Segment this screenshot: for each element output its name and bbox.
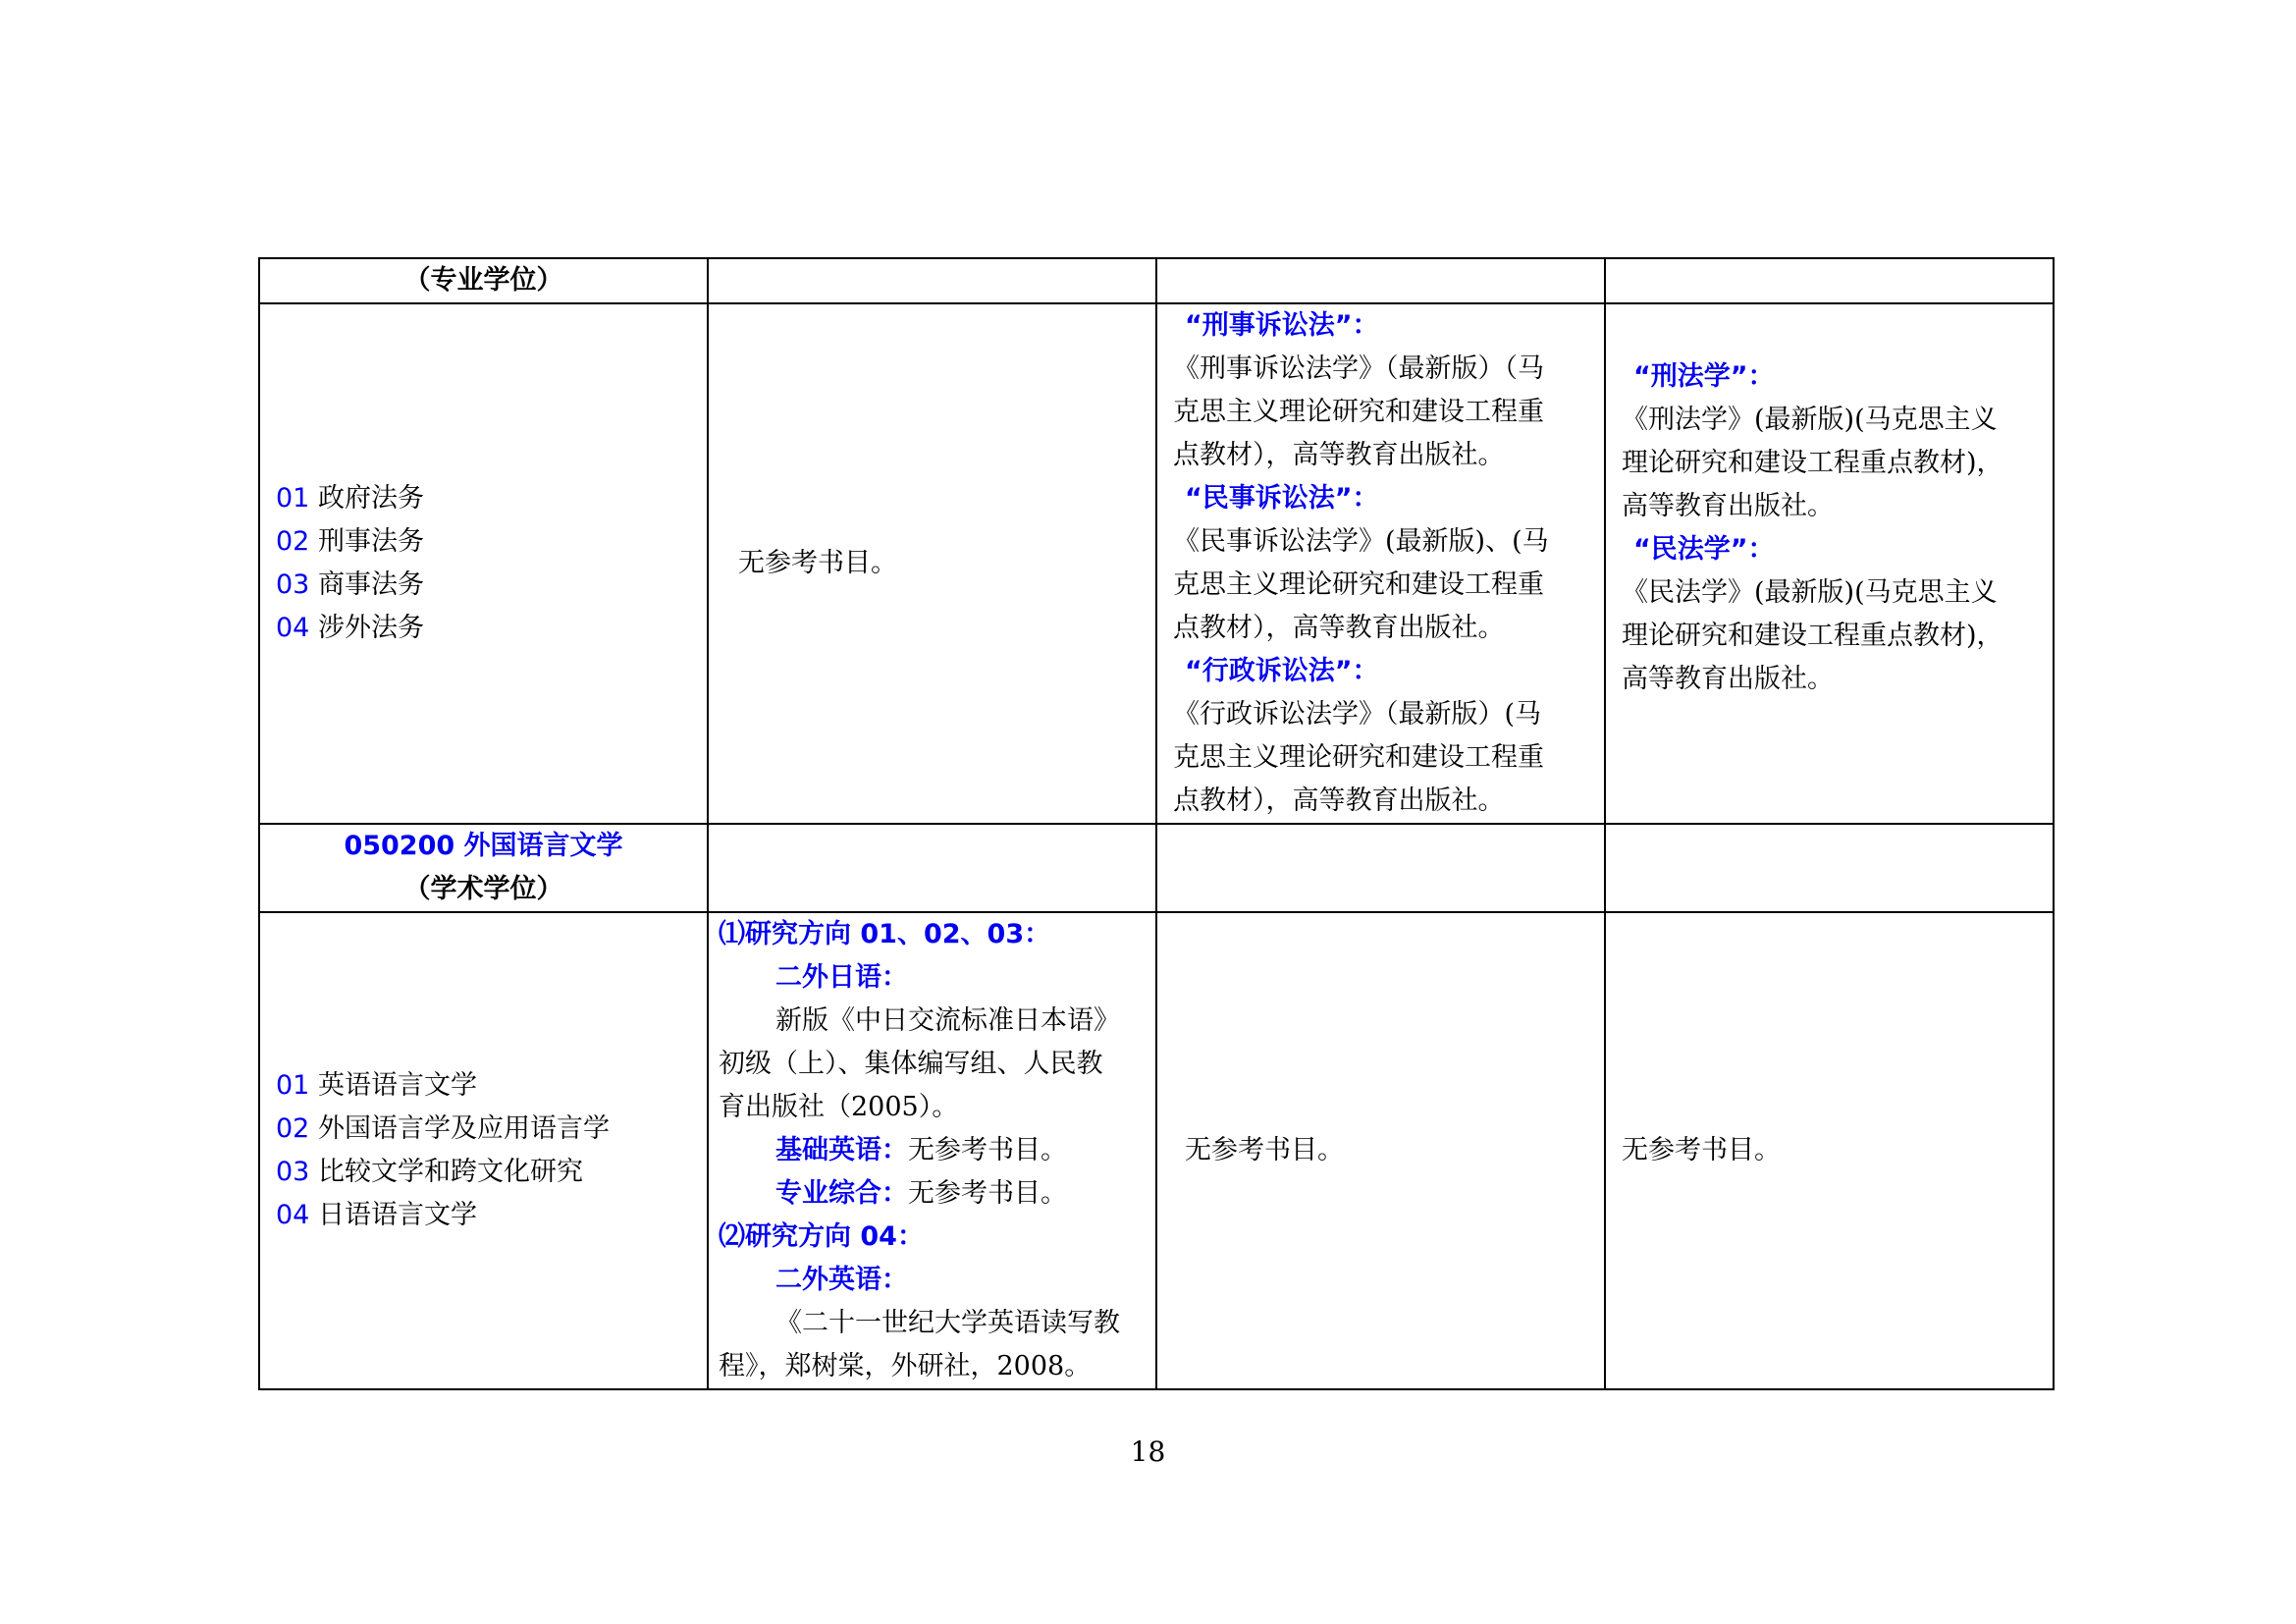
group-title: ⑵研究方向 04：: [719, 1221, 924, 1252]
reference-heading: “刑事诉讼法”：: [1185, 310, 1379, 341]
direction-item: 02 刑事法务: [276, 526, 424, 557]
direction-item: 01 英语语言文学: [276, 1070, 477, 1101]
reference-line: 点教材），高等教育出版社。: [1173, 785, 1505, 816]
reference-line: 《刑事诉讼法学》（最新版）（马: [1173, 353, 1544, 384]
table-row: [259, 258, 2054, 303]
no-reference-text: 无参考书目。: [738, 548, 897, 578]
reference-line: 初级（上）、集体编写组、人民教: [719, 1049, 1103, 1079]
reference-line: 点教材），高等教育出版社。: [1173, 440, 1505, 470]
law-col3-cell: [1156, 303, 1605, 824]
table-row: [259, 912, 2054, 1389]
reference-line: 《二十一世纪大学英语读写教: [775, 1308, 1120, 1338]
reference-line: 高等教育出版社。: [1622, 491, 1834, 521]
reference-line: 《民事诉讼法学》(最新版)、(马: [1173, 526, 1549, 557]
reference-heading: “行政诉讼法”：: [1185, 656, 1379, 686]
row3-cell-2: [708, 824, 1156, 912]
reference-line: 程》，郑树棠，外研社，2008。: [719, 1351, 1092, 1381]
reference-line: 高等教育出版社。: [1622, 664, 1834, 694]
language-col3-cell: [1156, 912, 1605, 1389]
row3-cell-4: [1605, 824, 2054, 912]
law-directions-cell: [259, 303, 708, 824]
direction-item: 03 比较文学和跨文化研究: [276, 1157, 583, 1187]
reference-line: 《刑法学》(最新版)(马克思主义: [1622, 405, 1998, 435]
reference-line: 点教材），高等教育出版社。: [1173, 613, 1505, 643]
reference-line: 理论研究和建设工程重点教材)，: [1622, 448, 2003, 478]
row1-cell-3: [1156, 258, 1605, 303]
degree-type-academic: （学术学位）: [403, 874, 563, 904]
no-reference-text: 无参考书目。: [1185, 1135, 1344, 1165]
law-col2-cell: [708, 303, 1156, 824]
subject-line: 专业综合：无参考书目。: [775, 1178, 1067, 1209]
reference-heading: “民事诉讼法”：: [1185, 483, 1379, 514]
language-col2-cell: [708, 912, 1156, 1389]
direction-item: 04 日语语言文学: [276, 1200, 477, 1230]
direction-item: 04 涉外法务: [276, 613, 424, 643]
table-row: [259, 824, 2054, 912]
row1-title-cell: [259, 258, 708, 303]
degree-type-professional: （专业学位）: [403, 265, 563, 296]
reference-line: 《民法学》(最新版)(马克思主义: [1622, 577, 1998, 608]
subject-label: 二外英语：: [775, 1265, 908, 1295]
subject-line: 基础英语：无参考书目。: [775, 1135, 1067, 1165]
reference-line: 克思主义理论研究和建设工程重: [1173, 742, 1544, 773]
direction-item: 03 商事法务: [276, 569, 424, 600]
reference-line: 新版《中日交流标准日本语》: [775, 1005, 1120, 1036]
direction-item: 02 外国语言学及应用语言学: [276, 1113, 610, 1144]
major-title-cell: [259, 824, 708, 912]
reference-line: 育出版社（2005）。: [719, 1092, 959, 1122]
reference-heading: “民法学”：: [1633, 534, 1775, 565]
major-code-title: 050200 外国语言文学: [344, 831, 623, 861]
reference-line: 克思主义理论研究和建设工程重: [1173, 397, 1544, 427]
exam-reference-table: [258, 257, 2055, 1390]
language-directions-cell: [259, 912, 708, 1389]
table-row: [259, 303, 2054, 824]
language-col4-cell: [1605, 912, 2054, 1389]
row1-cell-4: [1605, 258, 2054, 303]
reference-heading: “刑法学”：: [1633, 361, 1775, 392]
no-reference-text: 无参考书目。: [1622, 1135, 1781, 1165]
row3-cell-3: [1156, 824, 1605, 912]
reference-line: 理论研究和建设工程重点教材)，: [1622, 621, 2003, 651]
subject-label: 二外日语：: [775, 962, 908, 993]
page-number: 18: [1130, 1435, 1166, 1468]
reference-line: 《行政诉讼法学》（最新版）(马: [1173, 699, 1542, 730]
direction-item: 01 政府法务: [276, 483, 424, 514]
reference-line: 克思主义理论研究和建设工程重: [1173, 569, 1544, 600]
row1-cell-2: [708, 258, 1156, 303]
law-col4-cell: [1605, 303, 2054, 824]
group-title: ⑴研究方向 01、02、03：: [719, 919, 1051, 949]
